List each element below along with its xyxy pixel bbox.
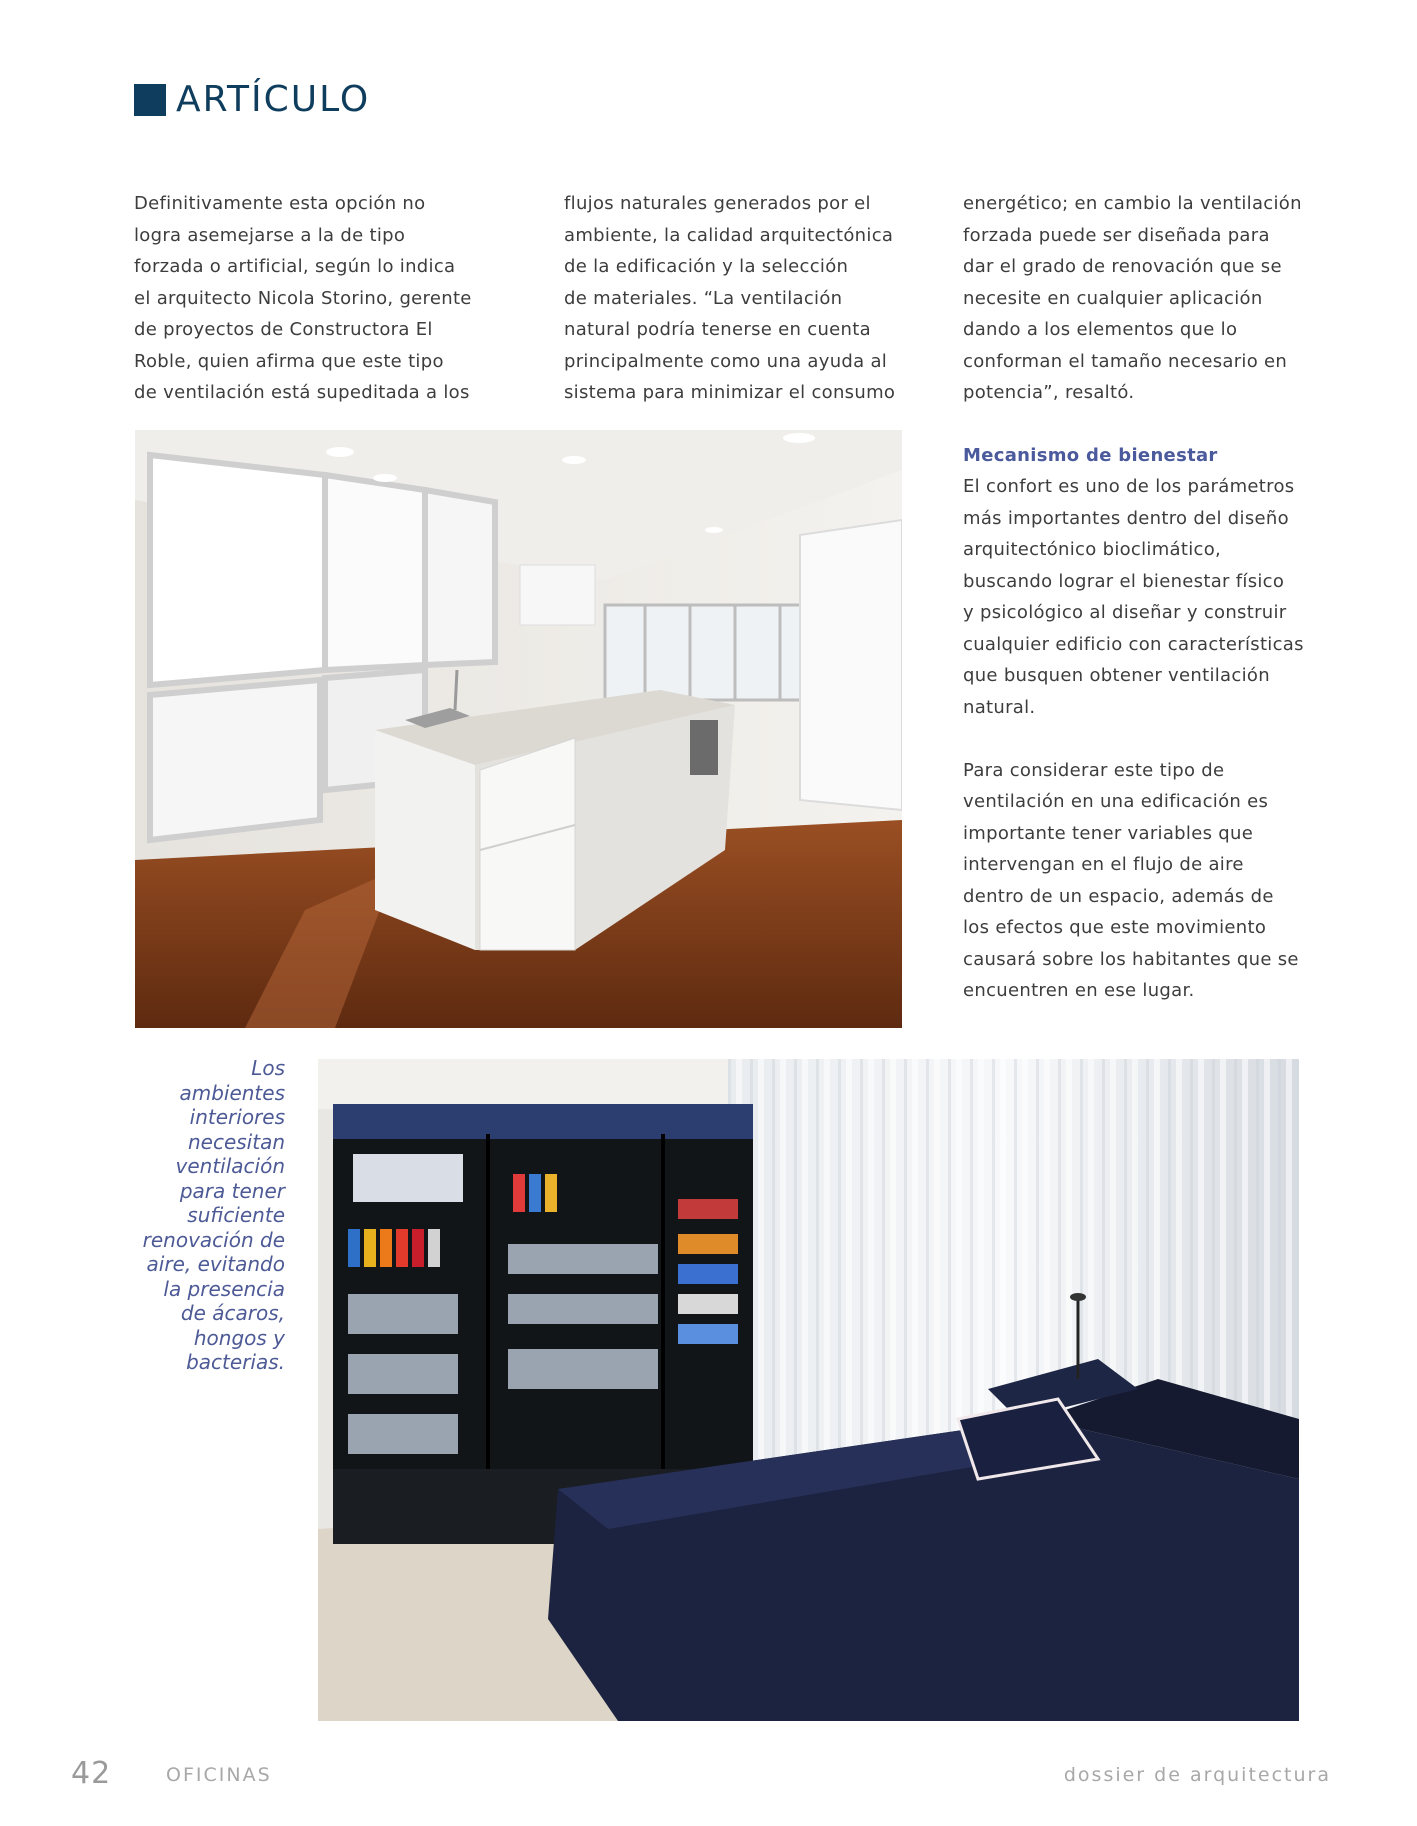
column-3 [963, 188, 1323, 1007]
column-3-paragraph-2: Para considerar este tipo de ventilación en una edificación es importante tener variables que intervengan en el flujo de aire dentro de un espacio, además de los efectos que este movimiento causará sobre los habitantes que se encuentren en ese lugar. [963, 759, 1299, 1001]
column-1-paragraph: Definitivamente esta opción no logra asemejarse a la de tipo forzada o artificial, según lo indica el arquitecto Nicola Storino, gerente de proyectos de Constructora El Roble, quien afirma que este tipo de ventilación está supeditada a los [134, 193, 472, 403]
column-1 [134, 188, 494, 409]
section-title: ARTÍCULO [176, 79, 371, 120]
bedroom-photo [318, 1059, 1299, 1721]
kitchen-illustration [135, 430, 902, 1028]
column-3-intro: energético; en cambio la ventilación forzada puede ser diseñada para dar el grado de renovación que se necesite en cualquier aplicación dando a los elementos que lo conforman el tamaño necesario en potencia”, resaltó. [963, 193, 1302, 403]
photo-caption: Los ambientes interiores necesitan ventilación para tener suficiente renovación de aire, evitando la presencia de ácaros, hongos y bacterias. [142, 1056, 285, 1374]
kitchen-photo [135, 430, 902, 1028]
page-number: 42 [71, 1756, 112, 1791]
column-2-paragraph: flujos naturales generados por el ambiente, la calidad arquitectónica de la edificación y la selección de materiales. “La ventilación natural podría tenerse en cuenta principalmente como una ayuda al sistema para minimizar el consumo [564, 193, 896, 403]
subheading-mecanismo: Mecanismo de bienestar [963, 444, 1218, 466]
column-3-paragraph-1: El confort es uno de los parámetros más importantes dentro del diseño arquitectónico bioclimático, buscando lograr el bienestar físico y psicológico al diseñar y construir cualquier edificio con características que busquen obtener ventilación natural. [963, 476, 1304, 718]
bedroom-illustration [318, 1059, 1299, 1721]
footer-section-name: OFICINAS [166, 1764, 272, 1786]
section-marker [134, 84, 166, 116]
magazine-name: dossier de arquitectura [1063, 1764, 1331, 1786]
column-2 [564, 188, 924, 409]
